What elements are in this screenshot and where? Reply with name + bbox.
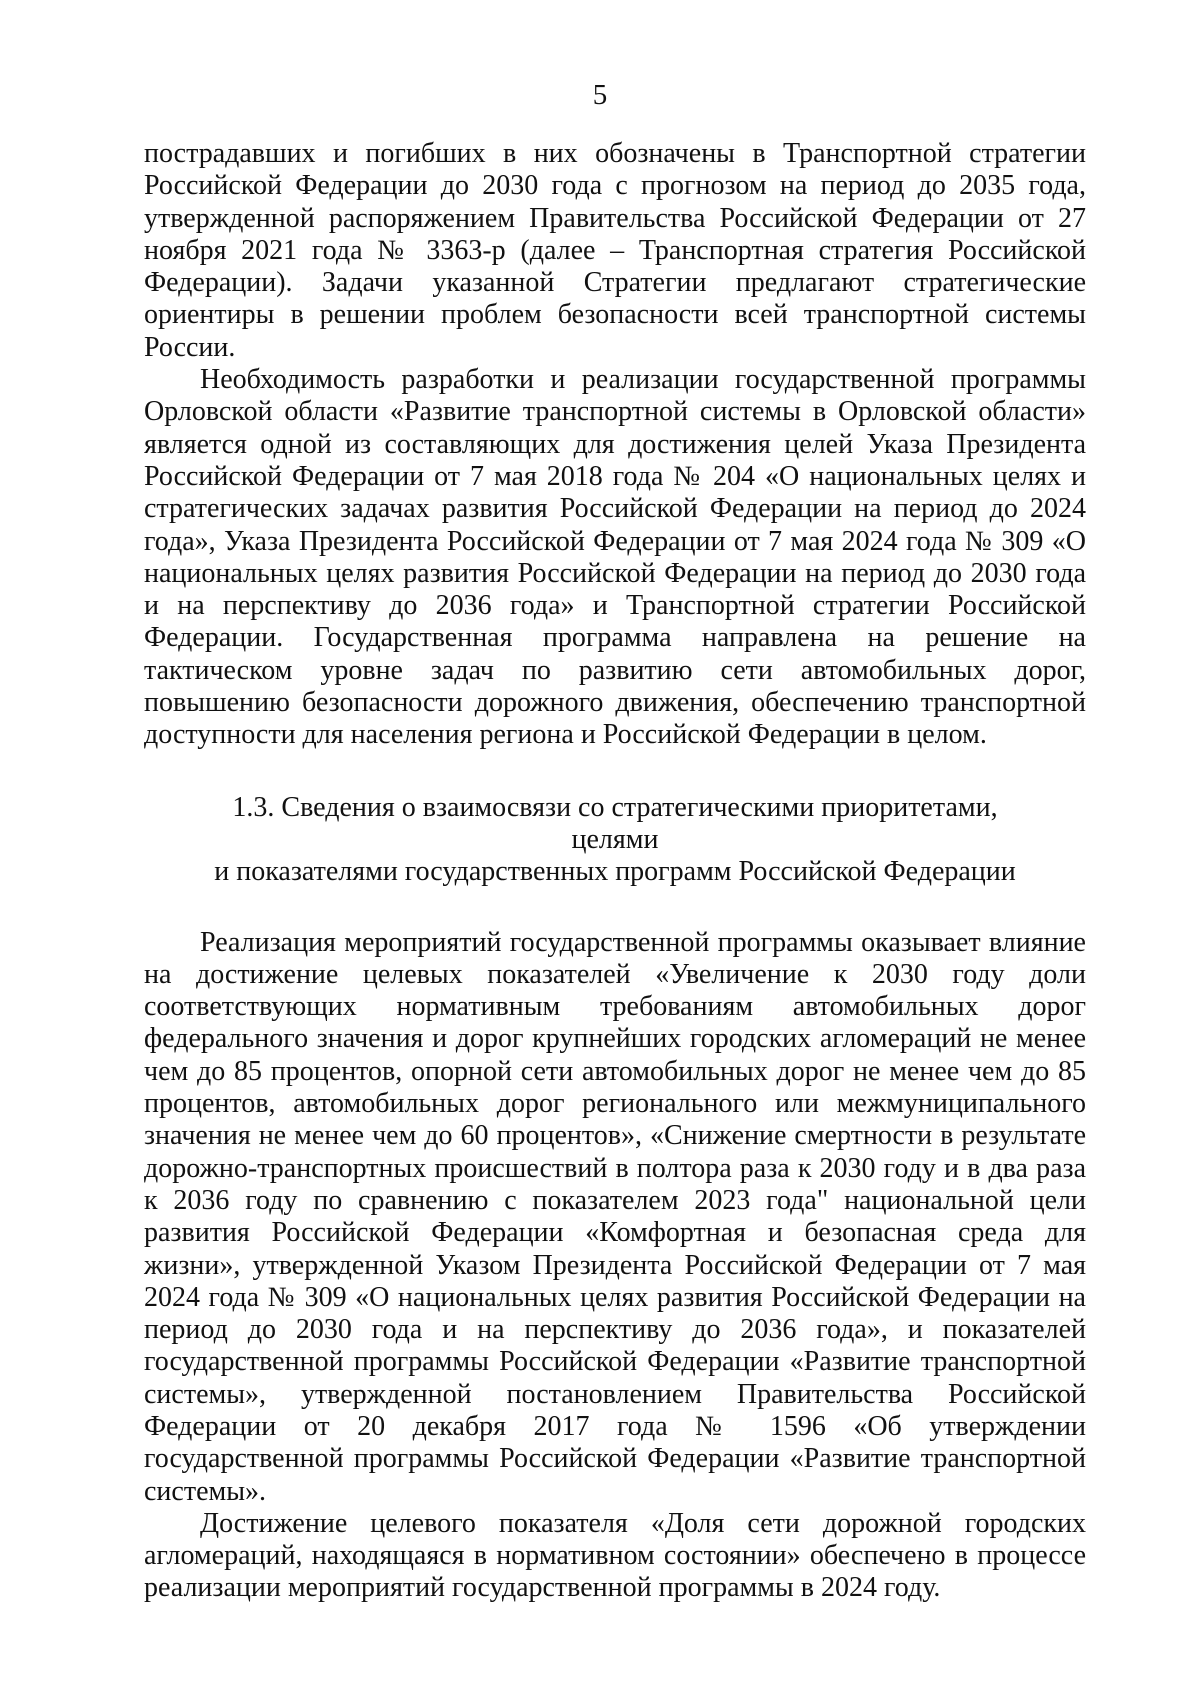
section-heading-line-1: 1.3. Сведения о взаимосвязи со стратегическими приоритетами, целями: [232, 791, 998, 855]
paragraph-target-indicators: Реализация мероприятий государственной программы оказывает влияние на достижение целевых показателей «Увеличение к 2030 году доли соответствующих нормативным требованиям автомобильных дорог федерального значения и дорог крупнейших городских агломераций не менее чем до 85 процентов, опорной сети автомобильных дорог не менее чем до 85 процентов, автомобильных дорог регионального или межмуниципального значения не менее чем до 60 процентов», «Снижение смертности в результате дорожно-транспортных происшествий в полтора раза к 2030 году и в два раза к 2036 году по сравнению с показателем 2023 года" национальной цели развития Российской Федерации «Комфортная и безопасная среда для жизни», утвержденной Указом Президента Российской Федерации от 7 мая 2024 года № 309 «О национальных целях развития Российской Федерации на период до 2030 года и на перспективу до 2036 года», и показателей государственной программы Российской Федерации «Развитие транспортной системы», утвержденной постановлением Правительства Российской Федерации от 20 декабря 2017 года № 1596 «Об утверждении государственной программы Российской Федерации «Развитие транспортной системы».: [144, 926, 1086, 1507]
page-number: 5: [592, 79, 608, 111]
paragraph-program-necessity: Необходимость разработки и реализации государственной программы Орловской области «Развитие транспортной системы в Орловской области» является одной из составляющих для достижения целей Указа Президента Российской Федерации от 7 мая 2018 года № 204 «О национальных целях и стратегических задачах развития Российской Федерации на период до 2024 года», Указа Президента Российской Федерации от 7 мая 2024 года № 309 «О национальных целях развития Российской Федерации на период до 2030 года и на перспективу до 2036 года» и Транспортной стратегии Российской Федерации. Государственная программа направлена на решение на тактическом уровне задач по развитию сети автомобильных дорог, повышению безопасности дорожного движения, обеспечению транспортной доступности для населения региона и Российской Федерации в целом.: [144, 364, 1086, 751]
section-heading-line-2: и показателями государственных программ Российской Федерации: [214, 856, 1016, 888]
section-heading-1-3: [144, 792, 1086, 889]
paragraph-continuation: пострадавших и погибших в них обозначены в Транспортной стратегии Российской Федерации до 2030 года с прогнозом на период до 2035 года, утвержденной распоряжением Правительства Российской Федерации от 27 ноября 2021 года № 3363-р (далее – Транспортная стратегия Российской Федерации). Задачи указанной Стратегии предлагают стратегические ориентиры в решении проблем безопасности всей транспортной системы России.: [144, 138, 1086, 363]
paragraph-indicator-achievement: Достижение целевого показателя «Доля сети дорожной городских агломераций, находящаяся в нормативном состоянии» обеспечено в процессе реализации мероприятий государственной программы в 2024 году.: [144, 1507, 1086, 1604]
document-body: [144, 138, 1086, 1605]
